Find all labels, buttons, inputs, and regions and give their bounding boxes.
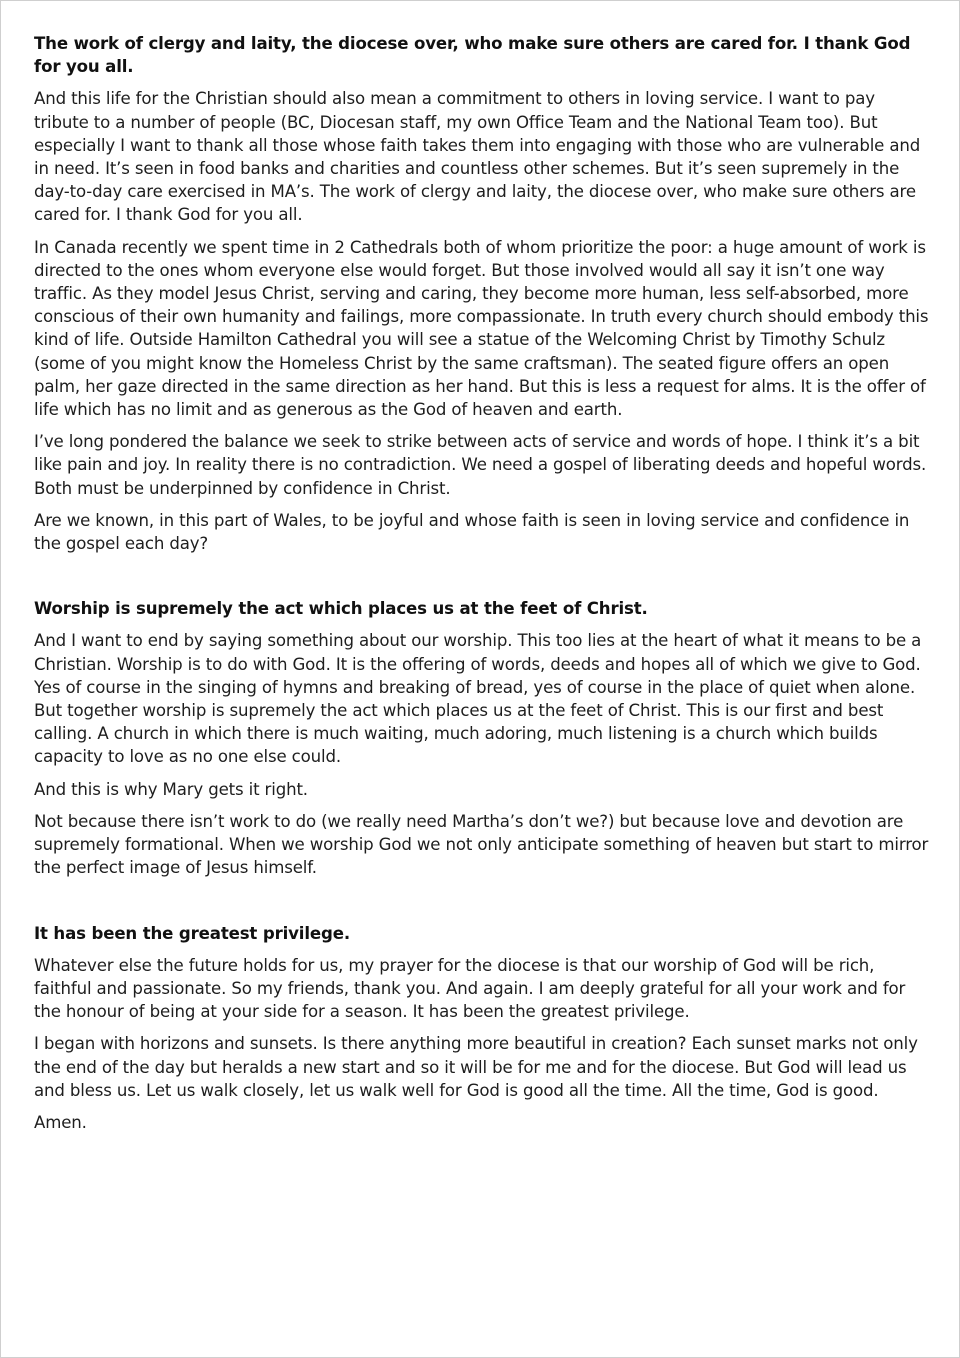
document-body (34, 32, 929, 1143)
paragraph: And this is why Mary gets it right. (34, 779, 308, 799)
paragraph: I began with horizons and sunsets. Is there anything more beautiful in creation? Each sunset marks not only the end of the day but heralds a new start and so it will be for me and for the diocese. But God will lead us and bless us. Let us walk closely, let us walk well for God is good all the time. All the time, God is good. (34, 1034, 918, 1100)
paragraph: Whatever else the future holds for us, my prayer for the diocese is that our worship of God will be rich, faithful and passionate. So my friends, thank you. And again. I am deeply grateful for all your work and for the honour of being at your side for a season. It has been the greatest privilege. (34, 955, 906, 1022)
section-heading: It has been the greatest privilege. (34, 923, 350, 943)
section-heading: The work of clergy and laity, the diocese over, who make sure others are cared for. I thank God for you all. (34, 34, 911, 77)
paragraph: Amen. (34, 1112, 87, 1132)
paragraph: Not because there isn’t work to do (we really need Martha’s don’t we?) but because love and devotion are supremely formational. When we worship God we not only anticipate something of heaven but start to mirror the perfect image of Jesus himself. (34, 811, 929, 878)
paragraph: I’ve long pondered the balance we seek to strike between acts of service and words of hope. I think it’s a bit like pain and joy. In reality there is no contradiction. We need a gospel of liberating deeds and hopeful words. Both must be underpinned by confidence in Christ. (34, 432, 927, 498)
paragraph: And I want to end by saying something about our worship. This too lies at the heart of what it means to be a Christian. Worship is to do with God. It is the offering of words, deeds and hopes all of which we give to God. Yes of course in the singing of hymns and breaking of bread, yes of course in the place of quiet when alone. But together worship is supremely the act which places us at the feet of Christ. This is our first and best calling. A church in which there is much waiting, much adoring, much listening is a church which builds capacity to love as no one else could. (34, 631, 922, 767)
paragraph: In Canada recently we spent time in 2 Cathedrals both of whom prioritize the poor: a huge amount of work is directed to the ones whom everyone else would forget. But those involved would all say it isn’t one way traffic. As they model Jesus Christ, serving and caring, they become more human, less self-absorbed, more conscious of their own humanity and failings, more compassionate. In truth every church should embody this kind of life. Outside Hamilton Cathedral you will see a statue of the Welcoming Christ by Timothy Schulz (some of you might know the Homeless Christ by the same craftsman). The seated figure offers an open palm, her gaze directed in the same direction as her hand. But this is less a request for alms. It is the offer of life which has no limit and as generous as the God of heaven and earth. (34, 237, 929, 420)
section-heading: Worship is supremely the act which places us at the feet of Christ. (34, 599, 648, 619)
paragraph: Are we known, in this part of Wales, to be joyful and whose faith is seen in loving service and confidence in the gospel each day? (34, 510, 910, 554)
paragraph: And this life for the Christian should also mean a commitment to others in loving service. I want to pay tribute to a number of people (BC, Diocesan staff, my own Office Team and the National Team too). But especially I want to thank all those whose faith takes them into engaging with those who are vulnerable and in need. It’s seen in food banks and charities and countless other schemes. But it’s seen supremely in the day-to-day care exercised in MA’s. The work of clergy and laity, the diocese over, who make sure others are cared for. I thank God for you all. (34, 89, 921, 225)
section-spacer (34, 889, 929, 922)
section-spacer (34, 564, 929, 597)
